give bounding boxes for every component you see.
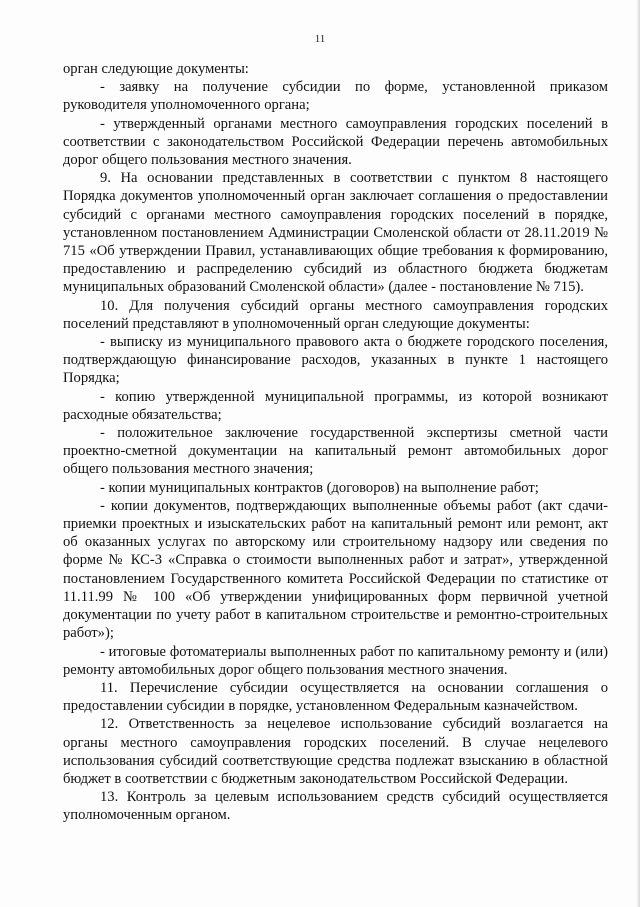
paragraph-continuation: орган следующие документы: <box>63 61 249 77</box>
scan-edge-shadow <box>636 0 640 907</box>
clause-9: 9. На основании представленных в соответствии с пунктом 8 настоящего Порядка документов уполномоченный орган заключает соглашения о предоставлении субсидий с органами местного самоуправления городских поселений в порядке, установленном постановлением Администрации Смоленской области от 28.11.2019 № 715 «Об утверждении Правил, устанавливающих общие требования к формированию, предоставлению и распределению субсидий из областного бюджета бюджетам муниципальных образований Смоленской области» (далее - постановление № 715). <box>63 170 608 296</box>
list-item-budget-extract: - выписку из муниципального правового акта о бюджете городского поселения, подтверждающую финансирование расходов, указанных в пункте 1 настоящего Порядка; <box>63 334 608 387</box>
clause-13: 13. Контроль за целевым использованием средств субсидий осуществляется уполномоченным органом. <box>63 789 608 824</box>
document-body <box>63 60 608 825</box>
list-item-application: - заявку на получение субсидии по форме, установленной приказом руководителя уполномоченного органа; <box>63 79 608 114</box>
list-item-expertise-conclusion: - положительное заключение государственной экспертизы сметной части проектно-сметной документации на капитальный ремонт автомобильных дорог общего пользования местного значения; <box>63 425 608 478</box>
list-item-program-copy: - копию утвержденной муниципальной программы, из которой возникают расходные обязательства; <box>63 388 608 423</box>
list-item-contracts: - копии муниципальных контрактов (договоров) на выполнение работ; <box>100 479 539 496</box>
list-item-work-documents: - копии документов, подтверждающих выполненные объемы работ (акт сдачи-приемки проектных и изыскательских работ на капитальный ремонт или ремонт, акт об оказанных услугах по авторскому или строительному надзору или сведения по форме № КС-3 «Справка о стоимости выполненных работ и затрат», утвержденной постановлением Государственного комитета Российской Федерации по статистике от 11.11.99 № 100 «Об утверждении унифицированных форм первичной учетной документации по учету работ в капитальном строительстве и ремонтно-строительных работ»); <box>63 497 608 642</box>
clause-11: 11. Перечисление субсидии осуществляется на основании соглашения о предоставлении субсидии в порядке, установленном Федеральным казначейством. <box>63 679 608 715</box>
clause-12: 12. Ответственность за нецелевое использование субсидий возлагается на органы местного самоуправления городских поселений. В случае нецелевого использования субсидий соответствующие средства подлежат взысканию в областной бюджет в соответствии с бюджетным законодательством Российской Федерации. <box>63 716 608 787</box>
clause-10: 10. Для получения субсидий органы местного самоуправления городских поселений представляют в уполномоченный орган следующие документы: <box>63 297 608 332</box>
page-number: 11 <box>314 33 326 45</box>
list-item-photos: - итоговые фотоматериалы выполненных работ по капитальному ремонту и (или) ремонту автомобильных дорог общего пользования местного значения. <box>63 643 608 678</box>
list-item-roads-list: - утвержденный органами местного самоуправления городских поселений в соответствии с законодательством Российской Федерации перечень автомобильных дорог общего пользования местного значения. <box>63 115 608 169</box>
